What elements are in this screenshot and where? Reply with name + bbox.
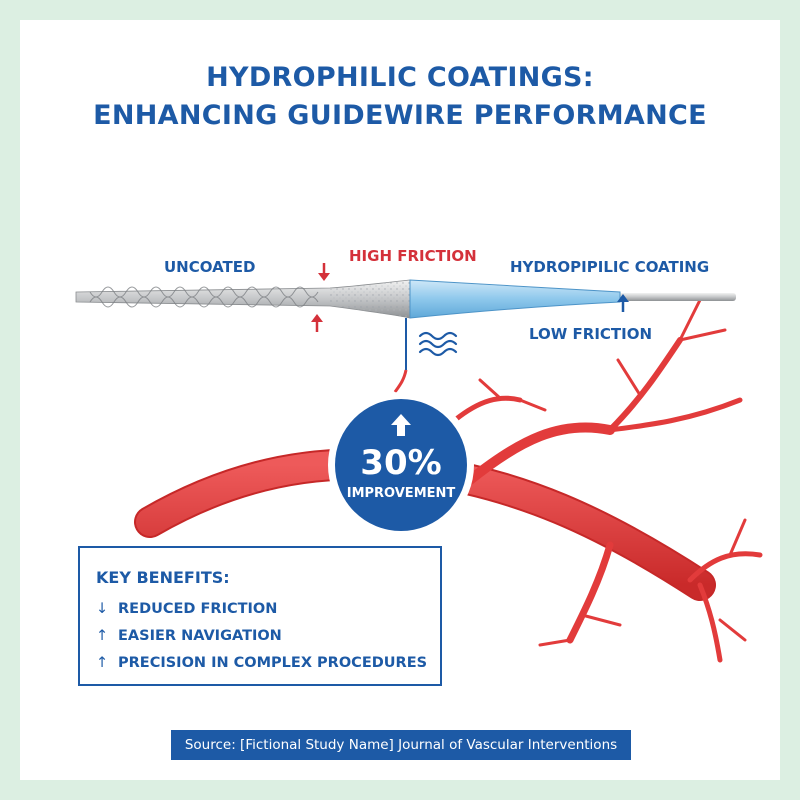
arrow-up-icon [311,314,323,332]
water-wave-icon [420,333,456,355]
arrow-down-icon [318,263,330,281]
title-line-2: ENHANCING GUIDEWIRE PERFORMANCE [93,100,707,131]
arrow-up-icon: ↑ [96,628,109,644]
coating-label: HYDROPIPILIC COATING [510,258,710,276]
benefit-text: PRECISION IN COMPLEX PROCEDURES [118,655,428,671]
arrow-down-icon: ↓ [96,601,109,617]
benefit-item [96,655,427,671]
arrow-up-icon: ↑ [96,655,109,671]
benefit-item [96,628,282,644]
benefit-text: REDUCED FRICTION [118,601,278,617]
connector-branch [395,370,406,392]
vessel-branch-lower [570,545,610,640]
high-friction-label: HIGH FRICTION [349,247,477,265]
benefit-text: EASIER NAVIGATION [118,628,282,644]
key-benefits-title: KEY BENEFITS: [96,568,230,587]
hydrophilic-coating-section [410,280,620,318]
benefit-item [96,601,277,617]
vessel-branch-top [455,398,520,420]
improvement-label: IMPROVEMENT [346,486,456,501]
source-citation: Source: [Fictional Study Name] Journal of Vascular Interventions [171,730,631,760]
key-benefits-box [78,546,442,686]
arrow-up-icon [389,413,413,437]
low-friction-label: LOW FRICTION [529,325,653,343]
improvement-value: 30% [360,443,442,483]
guidewire [76,280,736,318]
improvement-badge-circle [335,399,467,531]
title-line-1: HYDROPHILIC COATINGS: [206,62,594,93]
improvement-badge [328,392,474,538]
uncoated-label: UNCOATED [164,258,256,276]
